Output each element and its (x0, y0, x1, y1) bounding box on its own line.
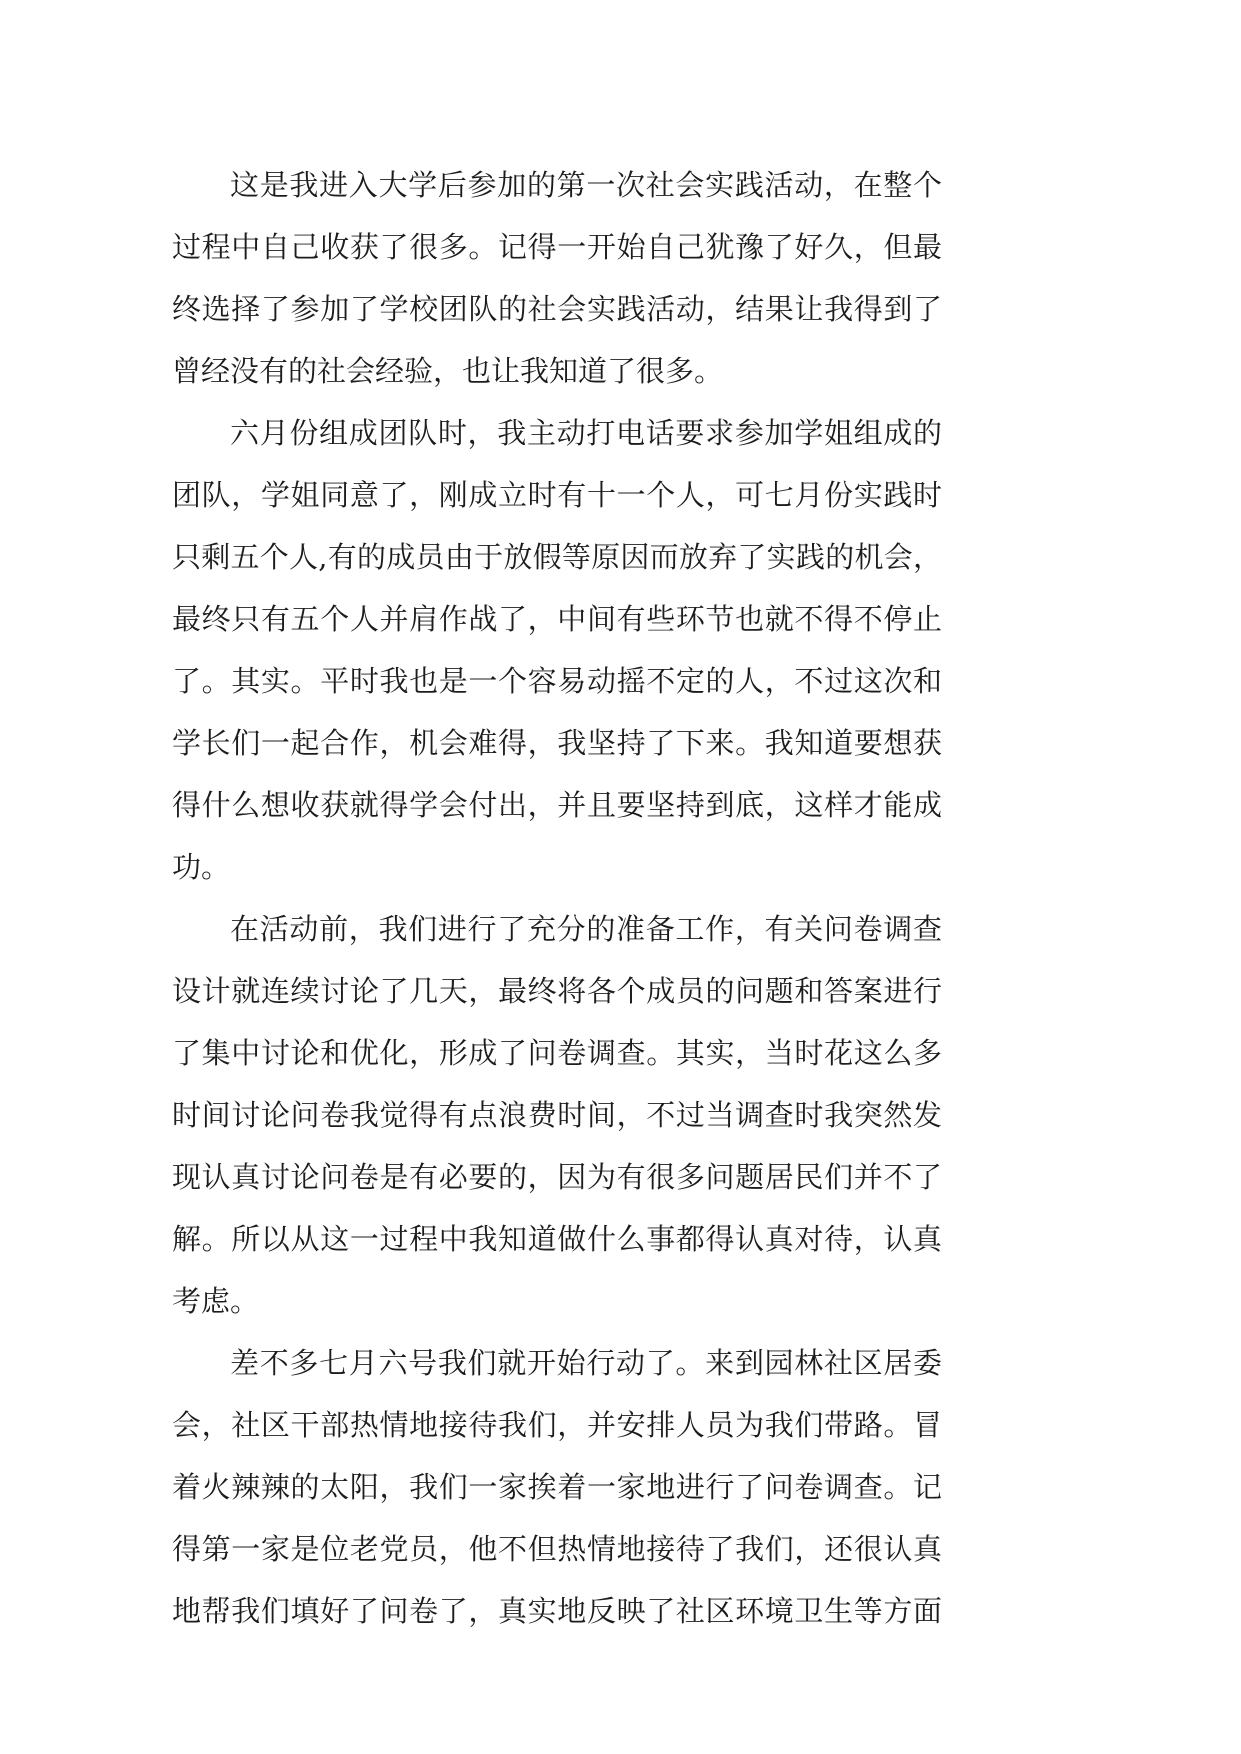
paragraph-2-line-5: 了。其实。平时我也是一个容易动摇不定的人，不过这次和 (172, 664, 942, 698)
paragraph-3-line-7: 考虑。 (172, 1284, 260, 1318)
body-text (172, 154, 942, 1642)
paragraph-3-line-5: 现认真讨论问卷是有必要的，因为有很多问题居民们并不了 (172, 1160, 942, 1194)
paragraph-2-line-2: 团队，学姐同意了，刚成立时有十一个人，可七月份实践时 (172, 478, 942, 512)
paragraph-1-line-3: 终选择了参加了学校团队的社会实践活动，结果让我得到了 (172, 292, 942, 326)
paragraph-4 (172, 1332, 942, 1642)
paragraph-2-line-1: 六月份组成团队时，我主动打电话要求参加学姐组成的 (230, 416, 942, 450)
paragraph-4-line-5: 地帮我们填好了问卷了，真实地反映了社区环境卫生等方面 (172, 1594, 942, 1628)
paragraph-2-line-7: 得什么想收获就得学会付出，并且要坚持到底，这样才能成 (172, 788, 942, 822)
paragraph-2-line-6: 学长们一起合作，机会难得，我坚持了下来。我知道要想获 (172, 726, 942, 760)
paragraph-4-line-1: 差不多七月六号我们就开始行动了。来到园林社区居委 (230, 1346, 942, 1380)
paragraph-2-line-3: 只剩五个人,有的成员由于放假等原因而放弃了实践的机会， (172, 540, 942, 574)
paragraph-4-line-3: 着火辣辣的太阳，我们一家挨着一家地进行了问卷调查。记 (172, 1470, 942, 1504)
paragraph-1-line-4: 曾经没有的社会经验，也让我知道了很多。 (172, 354, 724, 388)
paragraph-2 (172, 402, 942, 898)
paragraph-3-line-4: 时间讨论问卷我觉得有点浪费时间，不过当调查时我突然发 (172, 1098, 942, 1132)
paragraph-2-line-4: 最终只有五个人并肩作战了，中间有些环节也就不得不停止 (172, 602, 942, 636)
paragraph-2-line-8: 功。 (172, 850, 231, 884)
paragraph-1 (172, 154, 942, 402)
paragraph-3-line-1: 在活动前，我们进行了充分的准备工作，有关问卷调查 (230, 912, 942, 946)
paragraph-3-line-3: 了集中讨论和优化，形成了问卷调查。其实，当时花这么多 (172, 1036, 942, 1070)
paragraph-3-line-2: 设计就连续讨论了几天，最终将各个成员的问题和答案进行 (172, 974, 942, 1008)
paragraph-4-line-4: 得第一家是位老党员，他不但热情地接待了我们，还很认真 (172, 1532, 942, 1566)
paragraph-1-line-2: 过程中自己收获了很多。记得一开始自己犹豫了好久，但最 (172, 230, 942, 264)
paragraph-1-line-1: 这是我进入大学后参加的第一次社会实践活动，在整个 (230, 168, 942, 202)
paragraph-3 (172, 898, 942, 1332)
paragraph-4-line-2: 会，社区干部热情地接待我们，并安排人员为我们带路。冒 (172, 1408, 942, 1442)
paragraph-3-line-6: 解。所以从这一过程中我知道做什么事都得认真对待，认真 (172, 1222, 942, 1256)
